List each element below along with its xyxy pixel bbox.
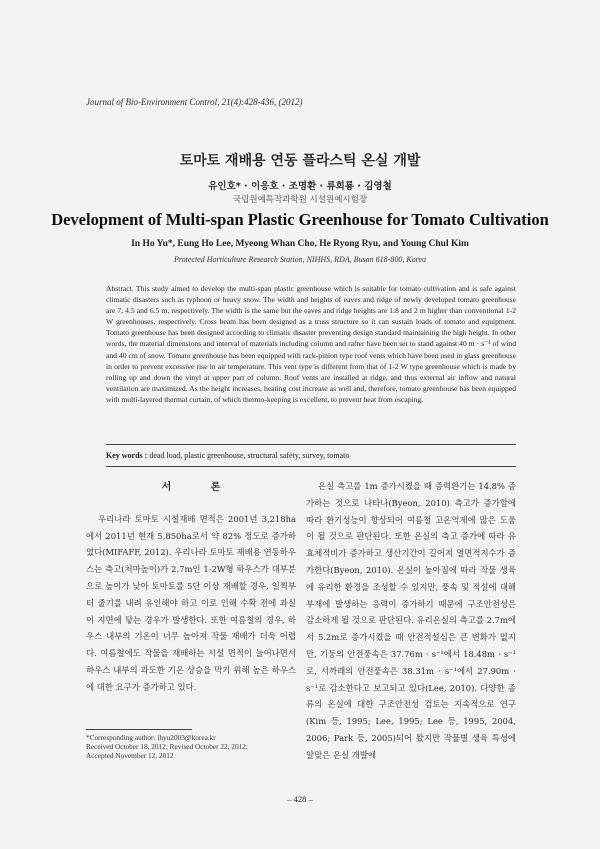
footnote-rule	[86, 729, 192, 730]
footnote-received: Received October 18, 2012; Revised October 22, 2012;	[86, 742, 248, 752]
korean-title: 토마토 재배용 연동 플라스틱 온실 개발	[179, 153, 421, 169]
keywords-label: Key words :	[106, 451, 148, 460]
footnote	[86, 733, 296, 761]
keywords	[106, 451, 349, 460]
right-column	[306, 478, 516, 764]
intro-paragraph-right: 온실 측고를 1m 증가시켰을 때 증력환기는 14.8% 증가하는 것으로 나타나(Byeon, 2010) 측고가 증가함에 따라 환기성능이 향상되어 여름철 고온억제에 많은 도움이 될 것으로 판단된다. 또한 온실의 측고 증가에 따라 유효체적비가 증가하고 생산기간이 길어져 열면적지수가 증가한다(Byeon, 2010). 온실이 높아짐에 따라 작물 생육에 유리한 환경을 조성할 수 있지만, 풍속 및 적설에 대해 부재에 발생하는 응력이 증가하기 때문에 구조안전성은 감소하게 될 것으로 판단된다. 유리온실의 측고를 2.7m에서 5.2m로 증가시켰을 때 안전적설심은 큰 변화가 없지만, 기둥의 안전풍속은 37.76m · s⁻¹에서 18.48m · s⁻¹로, 서까래의 안전풍속은 38.31m · s⁻¹에서 27.90m · s⁻¹로 감소한다고 보고되고 있다(Lee, 2010). 다양한 종류의 온실에 대한 구조안전성 검토는 지속적으로 연구(Kim 등, 1995; Lee, 1995; Lee 등, 1995, 2004, 2006; Park 등, 2005)되어 왔지만 작물별 생육 특성에 알맞은 온실 개발에	[306, 481, 516, 760]
abstract	[106, 283, 516, 405]
footnote-accepted: Accepted November 12, 2012	[86, 751, 174, 761]
korean-authors: 유인호* · 이응호 · 조명환 · 류희룡 · 김영철	[208, 181, 392, 192]
english-affiliation: Protected Horticulture Research Station, NIHHS, RDA, Busan 618-800, Korea	[173, 255, 427, 264]
footnote-corresponding: *Corresponding author: ihyu2003@korea.kr	[86, 733, 216, 742]
page-number: – 428 –	[287, 794, 313, 804]
intro-paragraph-left: 우리나라 토마토 시설재배 면적은 2001년 3,218ha에서 2011년 현재 5,850ha로서 약 82% 정도로 증가하였다(MIFAFF, 2012). 우리나라 토마토 재배용 연동하우스는 측고(처마높이)가 2.7m인 1-2W형 하우스가 대부분으로 높이가 낮아 토마토를 5단 이상 재배할 경우, 일찍부터 줄기를 내려 유인해야 하고 이로 인해 수확 전에 과실이 지면에 닿는 경우가 발생한다. 또한 여름철의 경우, 하우스 내부의 기온이 너무 높아져 작물 재배가 더욱 어렵다. 여름철에도 작물을 재배하는 시설 면적이 늘어나면서 하우스 내부의 과도한 기온 상승을 막기 위해 높은 하우스에 대한 요구가 증가하고 있다.	[86, 513, 296, 692]
abstract-text: This study aimed to develop the multi-span plastic greenhouse which is suitable for tomato cultivation and is safe against climatic disasters such as typhoon or heavy snow. The width and heights of eaves and ridge of newly developed tomato greenhouse are 7, 4.5 and 6.5 m, respectively. The width is the same but the eaves and ridge heights are 1.8 and 2 m higher than conventional 1-2 W greenhouses, respectively. Cross beam has been designed as a truss structure so it can sustain loads of tomato and equipment. Tomato greenhouse has been designed according to climatic disaster preventing design standard maintaining the high height. In other words, the material dimensions and interval of materials including column and rafter have been set to stand against 40 m · s⁻¹ of wind and 40 cm of snow. Tomato greenhouse has been equipped with rack-pinion type roof vents which have been used in glass greenhouse in order to prevent excessive rise in air temperature. This vent type is different from that of 1-2 W type greenhouse which is made by rolling up and down the vinyl at upper part of column. Roof vents are installed at ridge, and thus external air inflow and natural ventilation are maximized. As the height increases, heating cost increase as well and, therefore, tomato greenhouse has been equipped with multi-layered thermal curtain, of which thermo-keeping is excellent, to prevent heat from escaping.	[106, 284, 517, 404]
keywords-bottom-rule	[106, 466, 516, 467]
journal-reference: Journal of Bio-Environment Control, 21(4):428-436, (2012)	[86, 97, 303, 107]
keywords-text: dead load, plastic greenhouse, structural safety, survey, tomato	[149, 451, 350, 460]
korean-affiliation: 국립원예특작과학원 시설원예시험장	[232, 195, 368, 205]
keywords-top-rule	[106, 444, 516, 445]
left-column	[86, 480, 296, 696]
english-authors: In Ho Yu*, Eung Ho Lee, Myeong Whan Cho, He Ryong Ryu, and Young Chul Kim	[131, 239, 469, 249]
abstract-label: Abstract.	[106, 284, 134, 293]
english-title: Development of Multi-span Plastic Greenhouse for Tomato Cultivation	[51, 210, 549, 229]
section-heading-introduction: 서 론	[161, 482, 239, 493]
